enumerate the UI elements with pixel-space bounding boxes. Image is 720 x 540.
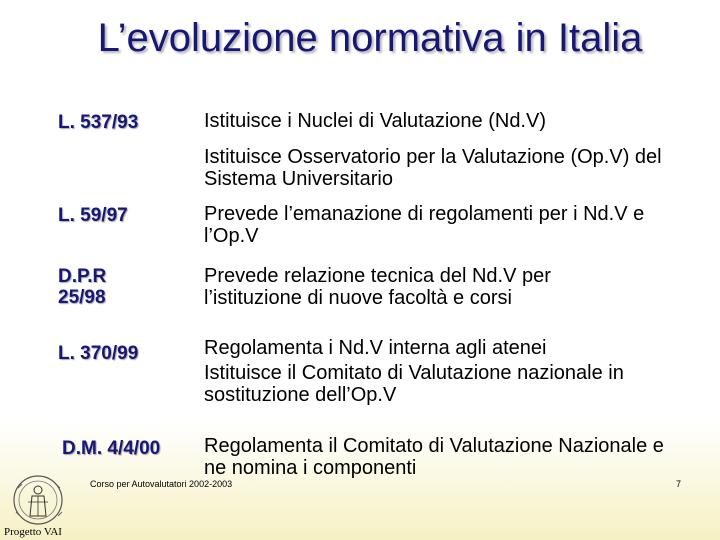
law-label-370-99: L. 370/99	[58, 343, 139, 364]
law-label-537-93: L. 537/93	[58, 112, 139, 133]
slide-title: L’evoluzione normativa in Italia	[97, 16, 643, 60]
law-description-537-93: Istituisce i Nuclei di Valutazione (Nd.V)	[204, 110, 546, 132]
law-label-dm-4-4-00: D.M. 4/4/00	[62, 438, 161, 459]
law-description-59-97: Prevede l’emanazione di regolamenti per i Nd.V e l’Op.V	[204, 203, 645, 247]
footer-course-text: Corso per Autovalutatori 2002-2003	[90, 479, 233, 489]
law-label-59-97: L. 59/97	[58, 205, 128, 226]
law-label-dpr-25-98: D.P.R 25/98	[58, 266, 107, 308]
law-description-osservatorio: Istituisce Osservatorio per la Valutazione (Op.V) del Sistema Universitario	[204, 146, 662, 190]
project-label: Progetto VAI	[4, 526, 62, 538]
law-description-dpr-25-98: Prevede relazione tecnica del Nd.V per l’istituzione di nuove facoltà e corsi	[204, 265, 551, 309]
page-number: 7	[676, 479, 682, 489]
law-description-comitato: Istituisce il Comitato di Valutazione nazionale in sostituzione dell’Op.V	[204, 362, 624, 406]
law-description-370-99: Regolamenta i Nd.V interna agli atenei	[204, 337, 547, 359]
law-description-dm-4-4-00: Regolamenta il Comitato di Valutazione Nazionale e ne nomina i componenti	[204, 435, 664, 479]
